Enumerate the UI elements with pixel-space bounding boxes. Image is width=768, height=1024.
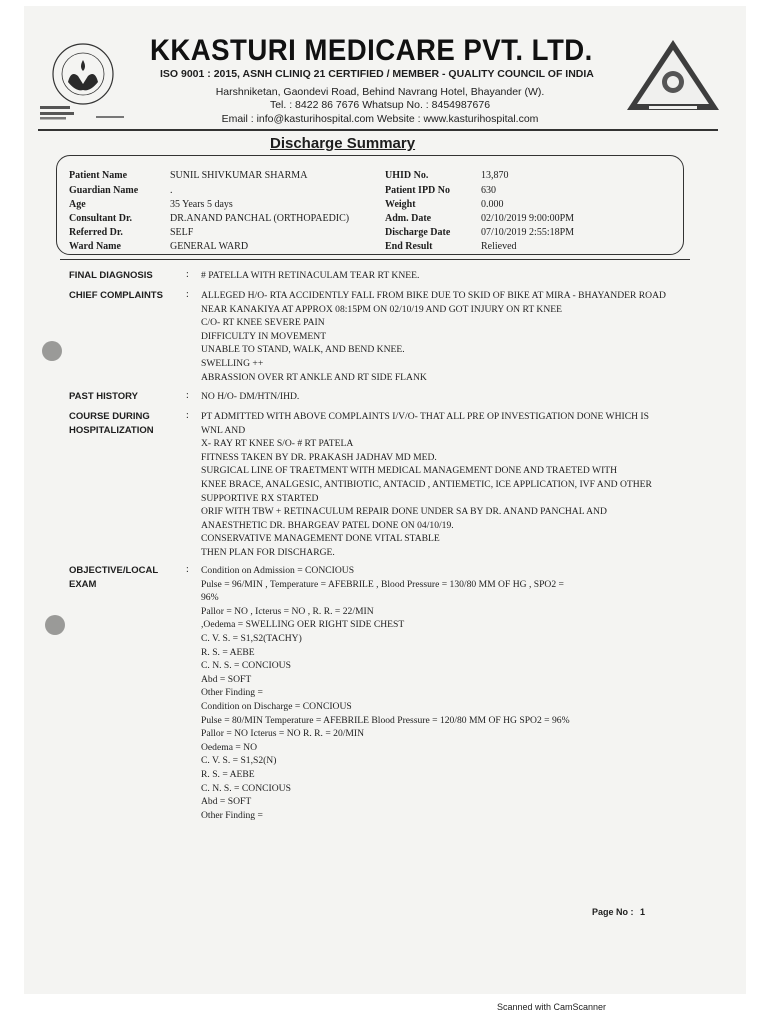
section-text-line: FITNESS TAKEN BY DR. PRAKASH JADHAV MD MED. (201, 451, 437, 463)
info-label: Referred Dr. (69, 227, 123, 238)
section-colon: : (186, 410, 189, 421)
section-label: COURSE DURING (69, 411, 150, 422)
info-label: UHID No. (385, 170, 429, 181)
section-text-line: 96% (201, 592, 219, 604)
section-text-line: ANAESTHETIC DR. BHARGEAV PATEL DONE ON 04/10/19. (201, 519, 454, 531)
section-text-line: C. N. S. = CONCIOUS (201, 660, 291, 672)
section-text-line: Pulse = 80/MIN Temperature = AFEBRILE Blood Pressure = 120/80 MM OF HG SPO2 = 96% (201, 714, 570, 726)
info-value: 0.000 (481, 199, 504, 210)
section-colon: : (186, 564, 189, 575)
info-label: Guardian Name (69, 185, 139, 196)
hospital-logo-icon (38, 40, 128, 122)
section-text-line: Abd = SOFT (201, 673, 252, 685)
section-text-line: C/O- RT KNEE SEVERE PAIN (201, 317, 325, 329)
info-value: 35 Years 5 days (170, 199, 233, 210)
section-text-line: DIFFICULTY IN MOVEMENT (201, 330, 327, 342)
info-label: Discharge Date (385, 227, 451, 238)
section-text-line: Oedema = NO (201, 741, 258, 753)
info-value: SUNIL SHIVKUMAR SHARMA (170, 170, 308, 181)
info-label: Weight (385, 199, 416, 210)
section-text-line: CONSERVATIVE MANAGEMENT DONE VITAL STABLE (201, 533, 440, 545)
section-text-line: ,Oedema = SWELLING OER RIGHT SIDE CHEST (201, 619, 405, 631)
section-text-line: NEAR KANAKIYA AT APPROX 08:15PM ON 02/10/19 AND GOT INJURY ON RT KNEE (201, 303, 562, 315)
section-text-line: C. V. S. = S1,S2(TACHY) (201, 633, 302, 644)
info-label: Adm. Date (385, 213, 432, 224)
section-text-line: ALLEGED H/O- RTA ACCIDENTLY FALL FROM BIKE DUE TO SKID OF BIKE AT MIRA - BHAYANDER ROAD (201, 290, 666, 301)
info-label: Age (69, 199, 86, 210)
info-label: End Result (385, 241, 433, 252)
section-text-line: WNL AND (201, 424, 246, 436)
info-value: . (170, 185, 173, 196)
section-text-line: # PATELLA WITH RETINACULAM TEAR RT KNEE. (201, 270, 420, 281)
header-divider (38, 129, 718, 131)
certification-line: ISO 9001 : 2015, ASNH CLINIQ 21 CERTIFIED / MEMBER - QUALITY COUNCIL OF INDIA (160, 68, 594, 80)
company-name: KKASTURI MEDICARE PVT. LTD. (150, 34, 593, 67)
section-label: FINAL DIAGNOSIS (69, 270, 153, 281)
section-label: PAST HISTORY (69, 391, 138, 402)
info-label: Ward Name (69, 241, 121, 252)
info-value: 07/10/2019 2:55:18PM (481, 227, 575, 238)
section-text-line: Condition on Discharge = CONCIOUS (201, 701, 352, 712)
section-divider (60, 259, 690, 260)
info-value: DR.ANAND PANCHAL (ORTHOPAEDIC) (170, 213, 350, 224)
section-text-line: Other Finding = (201, 687, 263, 699)
punch-hole-top (42, 341, 62, 361)
section-colon: : (186, 390, 189, 401)
address-line: Harshniketan, Gaondevi Road, Behind Navrang Hotel, Bhayander (W). (215, 86, 545, 98)
section-text-line: Condition on Admission = CONCIOUS (201, 565, 355, 576)
section-colon: : (186, 289, 189, 300)
section-text-line: C. N. S. = CONCIOUS (201, 782, 291, 794)
section-text-line: UNABLE TO STAND, WALK, AND BEND KNEE. (201, 344, 405, 356)
section-text-line: Abd = SOFT (201, 796, 252, 808)
section-text-line: ORIF WITH TBW + RETINACULUM REPAIR DONE UNDER SA BY DR. ANAND PANCHAL AND (201, 506, 607, 518)
section-text-line: Pallor = NO , Icterus = NO , R. R. = 22/MIN (201, 605, 374, 617)
section-label: OBJECTIVE/LOCAL (69, 565, 159, 576)
section-text-line: KNEE BRACE, ANALGESIC, ANTIBIOTIC, ANTACID , ANTIEMETIC, ICE APPLICATION, IVF AND OTHER (201, 479, 652, 490)
section-text-line: SURGICAL LINE OF TRAETMENT WITH MEDICAL MANAGEMENT DONE AND TRAETED WITH (201, 465, 618, 477)
info-value: GENERAL WARD (170, 241, 249, 252)
section-text-line: Pulse = 96/MIN , Temperature = AFEBRILE , Blood Pressure = 130/80 MM OF HG , SPO2 = (201, 578, 564, 590)
section-colon: : (186, 269, 189, 280)
section-text-line: R. S. = AEBE (201, 769, 255, 780)
punch-hole-bottom (45, 615, 65, 635)
patient-info-box (56, 155, 684, 255)
info-value: SELF (170, 227, 194, 238)
section-text-line: THEN PLAN FOR DISCHARGE. (201, 547, 335, 558)
contact-line: Email : info@kasturihospital.com Website : www.kasturihospital.com (221, 113, 539, 125)
info-value: 02/10/2019 9:00:00PM (481, 213, 575, 224)
section-label: HOSPITALIZATION (69, 425, 154, 436)
scanner-note: Scanned with CamScanner (497, 1002, 607, 1012)
section-text-line: ABRASSION OVER RT ANKLE AND RT SIDE FLANK (201, 371, 427, 383)
section-text-line: X- RAY RT KNEE S/O- # RT PATELA (201, 438, 354, 450)
section-label: CHIEF COMPLAINTS (69, 290, 163, 301)
info-label: Consultant Dr. (69, 213, 132, 224)
section-text-line: SUPPORTIVE RX STARTED (201, 492, 319, 504)
info-value: 13,870 (481, 170, 509, 181)
info-value: Relieved (481, 241, 517, 252)
section-text-line: C. V. S. = S1,S2(N) (201, 755, 277, 767)
section-text-line: SWELLING ++ (201, 358, 264, 369)
section-text-line: R. S. = AEBE (201, 646, 255, 658)
section-label: EXAM (69, 579, 97, 590)
section-text-line: PT ADMITTED WITH ABOVE COMPLAINTS I/V/O- THAT ALL PRE OP INVESTIGATION DONE WHICH IS (201, 411, 649, 422)
page-label: Page No : (592, 907, 634, 917)
section-text-line: Pallor = NO Icterus = NO R. R. = 20/MIN (201, 728, 365, 740)
section-text-line: Other Finding = (201, 809, 263, 821)
accreditation-seal-icon (625, 38, 721, 114)
info-label: Patient IPD No (385, 185, 450, 196)
page-value: 1 (640, 907, 646, 917)
document-title: Discharge Summary (270, 135, 416, 152)
section-text-line: NO H/O- DM/HTN/IHD. (201, 391, 300, 402)
info-label: Patient Name (69, 170, 128, 181)
page-number (592, 907, 645, 917)
info-value: 630 (481, 185, 496, 196)
phone-line: Tel. : 8422 86 7676 Whatsup No. : 8454987676 (269, 99, 491, 111)
